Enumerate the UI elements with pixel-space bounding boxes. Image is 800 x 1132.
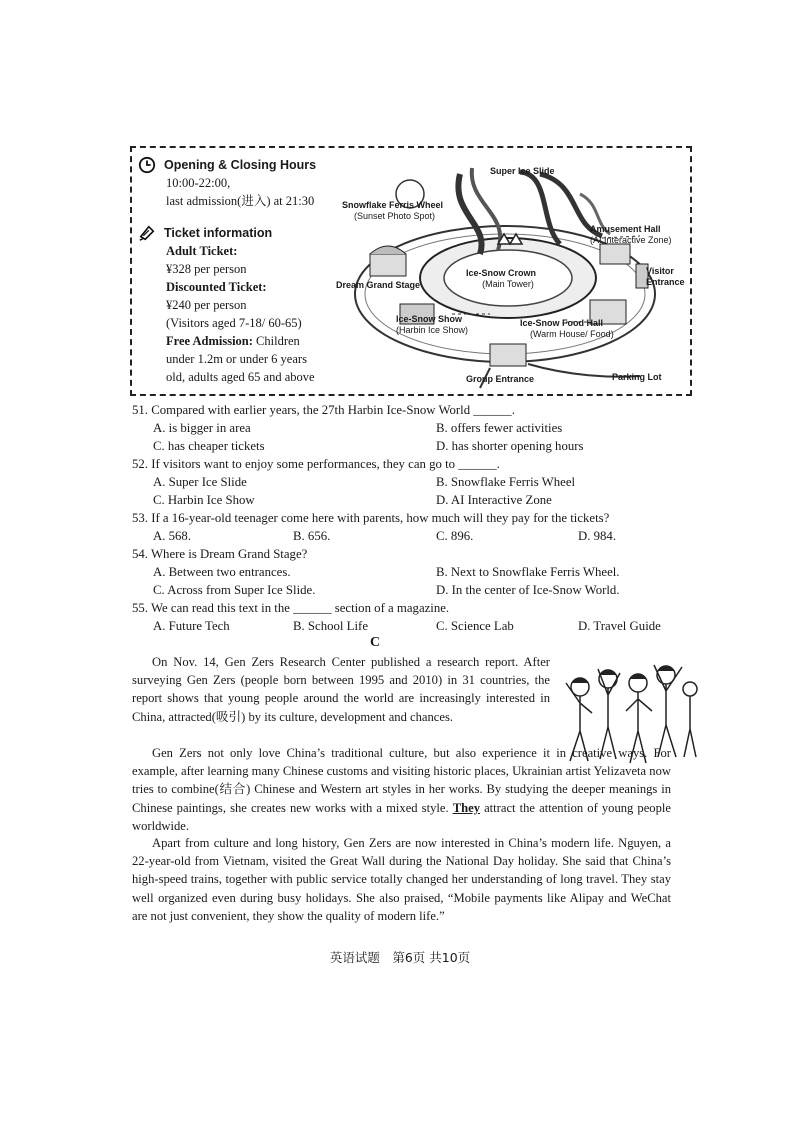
hours-header xyxy=(138,156,343,174)
question-54-option-b: B. Next to Snowflake Ferris Wheel. xyxy=(436,565,620,579)
question-51-option-d: D. has shorter opening hours xyxy=(436,439,584,453)
ticket-title: Ticket information xyxy=(164,226,273,240)
underlined-they: They xyxy=(452,800,480,815)
hours-title: Opening & Closing Hours xyxy=(164,158,317,172)
question-53-option-d: D. 984. xyxy=(578,529,617,543)
map-label-ice-show xyxy=(396,314,468,336)
hours-last-admission: last admission(进入) at 21:30 xyxy=(166,194,315,208)
info-left-column xyxy=(138,156,343,386)
discount-price: ¥240 per person xyxy=(166,298,247,312)
question-53-option-b: B. 656. xyxy=(293,529,331,543)
free-admission xyxy=(138,332,343,350)
amusement-hall-sub: (AI Interactive Zone) xyxy=(590,235,672,245)
map-label-crown xyxy=(466,268,536,290)
map-label-dream-stage: Dream Grand Stage xyxy=(336,280,421,290)
section-c-heading: C xyxy=(370,635,381,650)
question-55-option-b: B. School Life xyxy=(293,619,368,633)
crown-sub: (Main Tower) xyxy=(482,279,534,289)
question-55-stem: 55. We can read this text in the ______ section of a magazine. xyxy=(132,601,450,615)
question-54-stem: 54. Where is Dream Grand Stage? xyxy=(132,547,308,561)
hours-time: 10:00-22:00, xyxy=(166,176,231,190)
question-53-option-a: A. 568. xyxy=(153,529,192,543)
question-55-option-a: A. Future Tech xyxy=(153,619,230,633)
map-label-super-ice-slide: Super Ice Slide xyxy=(490,166,555,176)
free-rest-1: Children xyxy=(252,334,300,348)
free-rest-2: under 1.2m or under 6 years xyxy=(166,352,307,366)
map-label-ferris-wheel xyxy=(342,200,443,222)
paragraph-2-part-b: attract the attention of young people worldwide. xyxy=(132,800,671,833)
map-label-group-entrance: Group Entrance xyxy=(466,374,535,384)
passage-paragraph-1: On Nov. 14, Gen Zers Research Center published a research report. After surveying Gen Zers (people born between 1995 and 2010) in 31 countries, the report shows that young people around the world are increasingly interested in China, attracted(吸引) by its culture, development and chances. xyxy=(132,655,550,724)
amusement-hall-name: Amusement Hall xyxy=(590,224,661,234)
question-55-option-c: C. Science Lab xyxy=(436,619,514,633)
info-box xyxy=(130,146,692,396)
question-54-option-a: A. Between two entrances. xyxy=(153,565,291,579)
passage-paragraph-3: Apart from culture and long history, Gen Zers are now interested in China’s modern life. Nguyen, a 22-year-old from Vietnam, visited the Great Wall during the National Day holiday. She said that China’s high-speed trains, together with public service totally changed her understanding of long travel. They stay well organized even during busy holidays. She also praised, “Mobile payments like Alipay and WeChat are not just convenient, they show the quality of modern life.” xyxy=(132,836,671,923)
food-hall-sub: (Warm House/ Food) xyxy=(530,329,614,339)
ice-show-sub: (Harbin Ice Show) xyxy=(396,325,469,335)
question-51-option-c: C. has cheaper tickets xyxy=(153,439,265,453)
discount-note: (Visitors aged 7-18/ 60-65) xyxy=(166,316,302,330)
adult-label xyxy=(138,242,343,260)
question-52-option-c: C. Harbin Ice Show xyxy=(153,493,255,507)
map-label-food-hall xyxy=(520,318,614,340)
question-51-option-b: B. offers fewer activities xyxy=(436,421,563,435)
paragraph-2-part-a: Gen Zers not only love China’s traditional culture, but also experience it in creative ways. For example, after learning many Chinese customs and visiting historic places, Ukrainian artist Yelizaveta now tries to combine(结合) Chinese and Western art styles in her works. By studying the deeper meanings in Chinese paintings, she creates new works with a mixed style. xyxy=(132,746,671,815)
map-label-parking: Parking Lot xyxy=(612,372,662,382)
crown-name: Ice-Snow Crown xyxy=(466,268,537,278)
visitor-entrance-2: Entrance xyxy=(646,277,685,287)
ferris-wheel-sub: (Sunset Photo Spot) xyxy=(354,211,436,221)
map-label-visitor-entrance xyxy=(646,266,685,288)
question-52-option-d: D. AI Interactive Zone xyxy=(436,493,552,507)
park-map xyxy=(336,154,690,390)
question-52-option-b: B. Snowflake Ferris Wheel xyxy=(436,475,576,489)
question-52-option-a: A. Super Ice Slide xyxy=(153,475,247,489)
clock-icon xyxy=(138,156,156,174)
discount-label-text: Discounted Ticket: xyxy=(166,280,267,294)
question-51-stem: 51. Compared with earlier years, the 27th Harbin Ice-Snow World ______. xyxy=(132,403,515,417)
question-52-stem: 52. If visitors want to enjoy some performances, they can go to ______. xyxy=(132,457,500,471)
question-53-option-c: C. 896. xyxy=(436,529,474,543)
free-rest-3: old, adults aged 65 and above xyxy=(166,370,315,384)
question-55-option-d: D. Travel Guide xyxy=(578,619,661,633)
discount-label xyxy=(138,278,343,296)
passage-paragraph-2 xyxy=(132,744,671,835)
page-footer: 英语试题 第6页 共10页 xyxy=(329,950,471,965)
map-label-amusement-hall xyxy=(590,224,672,246)
ferris-wheel-name: Snowflake Ferris Wheel xyxy=(342,200,444,210)
adult-price: ¥328 per person xyxy=(166,262,247,276)
visitor-entrance-1: Visitor xyxy=(646,266,674,276)
question-54-option-d: D. In the center of Ice-Snow World. xyxy=(436,583,620,597)
free-label: Free Admission: xyxy=(166,334,253,348)
ticket-header xyxy=(138,224,343,242)
question-53-stem: 53. If a 16-year-old teenager come here with parents, how much will they pay for the tickets? xyxy=(132,511,610,525)
adult-label-text: Adult Ticket: xyxy=(166,244,238,258)
ticket-icon xyxy=(138,224,156,242)
question-54-option-c: C. Across from Super Ice Slide. xyxy=(153,583,316,597)
question-51-option-a: A. is bigger in area xyxy=(153,421,251,435)
food-hall-name: Ice-Snow Food Hall xyxy=(520,318,604,328)
ice-show-name: Ice-Snow Show xyxy=(396,314,463,324)
